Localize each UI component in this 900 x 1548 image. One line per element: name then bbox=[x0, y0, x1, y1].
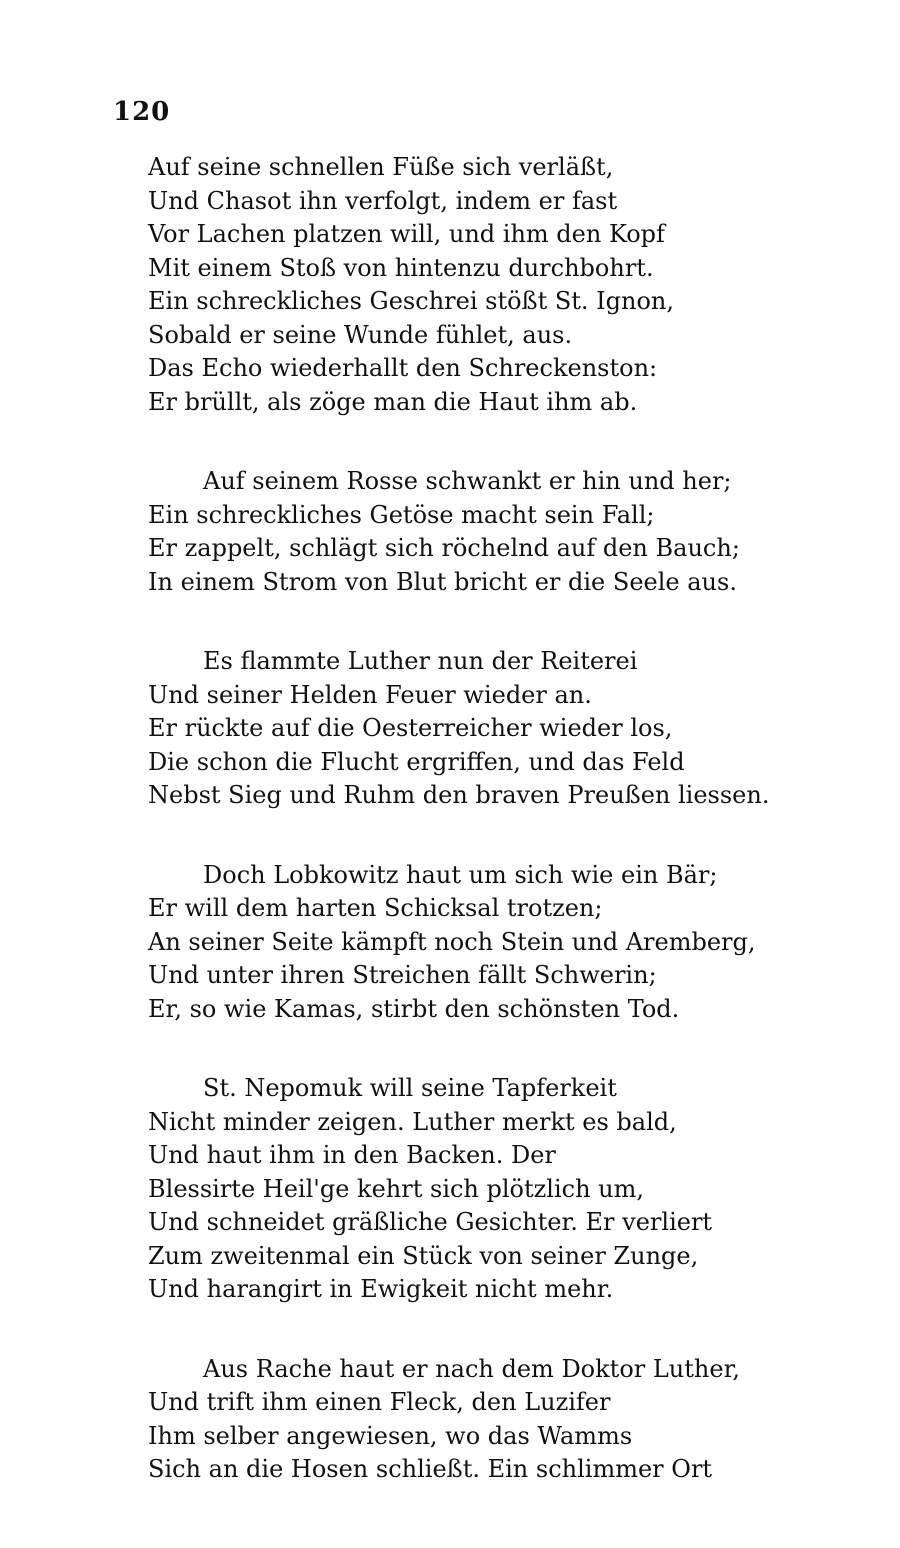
verse-line: Und schneidet gräßliche Gesichter. Er verliert bbox=[148, 1208, 713, 1236]
verse-line: Es flammte Luther nun der Reiterei bbox=[203, 647, 638, 675]
verse-line: Er brüllt, als zöge man die Haut ihm ab. bbox=[148, 387, 638, 416]
verse-line: Und trift ihm einen Fleck, den Luzifer bbox=[148, 1388, 611, 1416]
verse-line: Sich an die Hosen schließt. Ein schlimmer Ort bbox=[148, 1455, 713, 1483]
verse-line: Ein schreckliches Geschrei stößt St. Ignon, bbox=[148, 287, 675, 315]
verse-line: Er zappelt, schlägt sich röchelnd auf den Bauch; bbox=[148, 534, 740, 562]
verse-line: Und seiner Helden Feuer wieder an. bbox=[148, 680, 592, 709]
verse-line: Auf seine schnellen Füße sich verläßt, bbox=[148, 153, 614, 181]
verse-line: Die schon die Flucht ergriffen, und das Feld bbox=[148, 747, 685, 776]
verse-line: Und haut ihm in den Backen. Der bbox=[148, 1141, 556, 1169]
verse-line: Doch Lobkowitz haut um sich wie ein Bär; bbox=[203, 860, 718, 889]
verse-line: St. Nepomuk will seine Tapferkeit bbox=[203, 1074, 617, 1102]
verse-line: In einem Strom von Blut bricht er die Seele aus. bbox=[148, 567, 737, 596]
verse-line: Das Echo wiederhallt den Schreckenston: bbox=[148, 354, 658, 382]
verse-line: Zum zweitenmal ein Stück von seiner Zunge, bbox=[148, 1241, 699, 1270]
stanza bbox=[148, 1072, 848, 1307]
stanza bbox=[148, 1353, 848, 1487]
verse-line: Sobald er seine Wunde fühlet, aus. bbox=[148, 320, 573, 349]
stanza bbox=[148, 859, 848, 1027]
verse-line: Vor Lachen platzen will, und ihm den Kopf bbox=[148, 220, 665, 248]
verse-line: Und Chasot ihn verfolgt, indem er fast bbox=[148, 186, 618, 215]
verse-line: Nebst Sieg und Ruhm den braven Preußen liessen. bbox=[148, 781, 770, 809]
verse-line: Nicht minder zeigen. Luther merkt es bald, bbox=[148, 1107, 677, 1136]
verse-line: Mit einem Stoß von hintenzu durchbohrt. bbox=[148, 253, 654, 282]
stanza bbox=[148, 645, 848, 813]
verse-line: Aus Rache haut er nach dem Doktor Luther, bbox=[203, 1354, 741, 1383]
verse-line: Er will dem harten Schicksal trotzen; bbox=[148, 894, 603, 922]
verse-line: Er, so wie Kamas, stirbt den schönsten Tod. bbox=[148, 994, 680, 1023]
verse-line: Und unter ihren Streichen fällt Schwerin; bbox=[148, 961, 657, 989]
verse-line: Und harangirt in Ewigkeit nicht mehr. bbox=[148, 1275, 614, 1303]
stanza bbox=[148, 465, 848, 599]
verse-line: Ein schreckliches Getöse macht sein Fall; bbox=[148, 500, 655, 529]
verse-line: Blessirte Heil'ge kehrt sich plötzlich um, bbox=[148, 1174, 645, 1203]
poem-text bbox=[148, 151, 848, 1487]
verse-line: Ihm selber angewiesen, wo das Wamms bbox=[148, 1421, 633, 1450]
verse-line: Auf seinem Rosse schwankt er hin und her; bbox=[203, 467, 732, 495]
verse-line: Er rückte auf die Oesterreicher wieder los, bbox=[148, 714, 673, 742]
stanza bbox=[148, 151, 848, 419]
page-number: 120 bbox=[113, 97, 171, 127]
verse-line: An seiner Seite kämpft noch Stein und Aremberg, bbox=[148, 927, 756, 956]
